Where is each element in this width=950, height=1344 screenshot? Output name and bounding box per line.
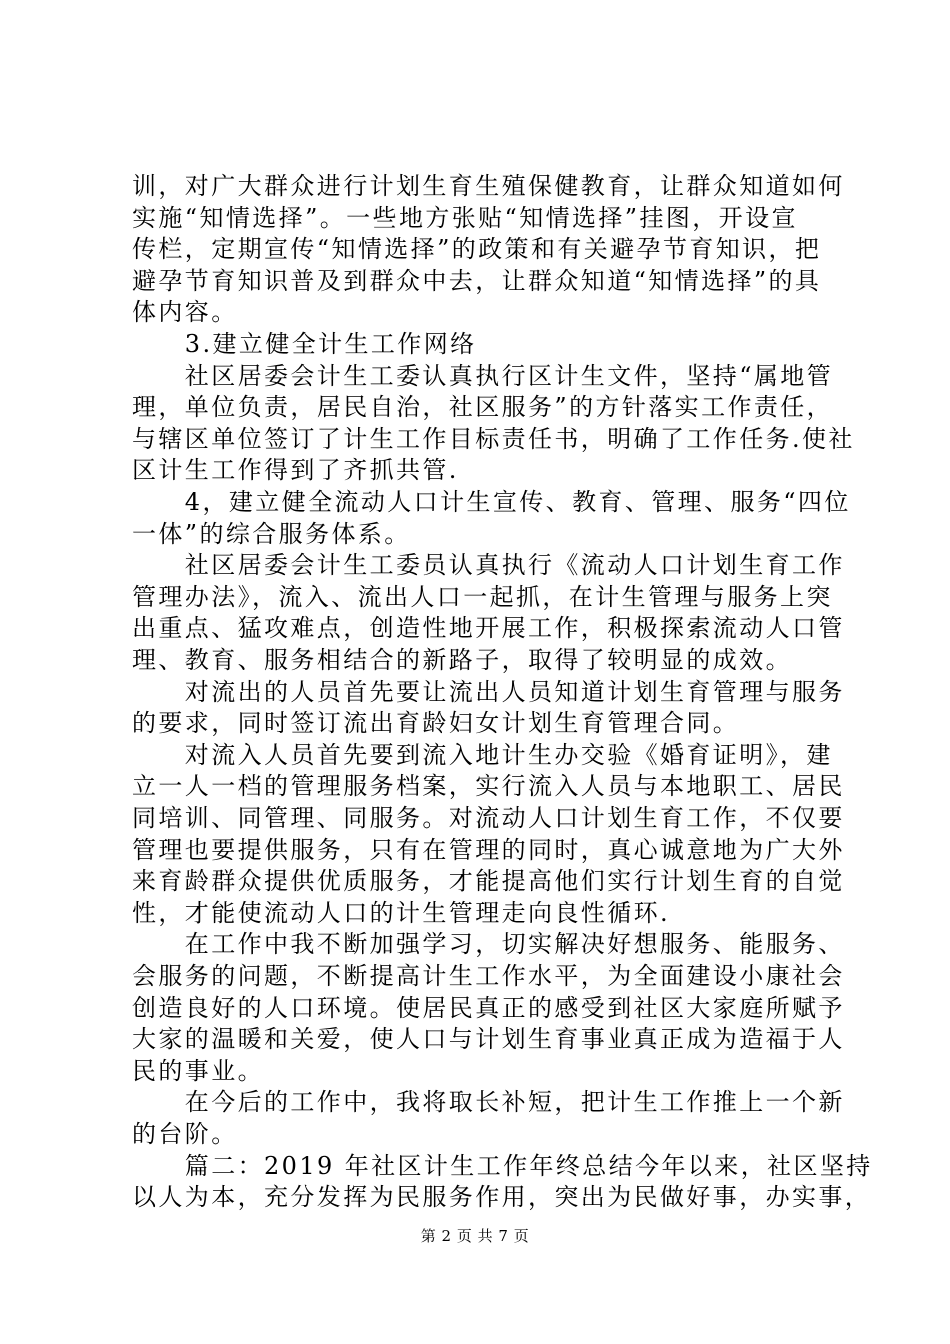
text-line: 理，单位负责，居民自治，社区服务”的方针落实工作责任， <box>132 393 834 422</box>
text-line: 性，才能使流动人口的计生管理走向良性循环. <box>132 898 671 927</box>
text-line: 3.建立健全计生工作网络 <box>132 330 477 358</box>
text-line: 4，建立健全流动人口计生宣传、教育、管理、服务“四位 <box>132 488 851 516</box>
text-line: 理、教育、服务相结合的新路子，取得了较明显的成效。 <box>132 646 792 674</box>
text-line: 对流入人员首先要到流入地计生办交验《婚育证明》，建 <box>132 740 833 769</box>
text-line: 管理也要提供服务，只有在管理的同时，真心诚意地为广大外 <box>132 835 845 864</box>
text-line: 篇二：2019 年社区计生工作年终总结今年以来，社区坚持 <box>132 1151 873 1180</box>
text-line: 体内容。 <box>132 298 238 327</box>
text-line: 出重点、猛攻难点，创造性地开展工作，积极探索流动人口管 <box>132 614 845 643</box>
text-line: 管理办法》，流入、流出人口一起抓，在计生管理与服务上突 <box>132 582 833 611</box>
text-line: 传栏，定期宣传“知情选择”的政策和有关避孕节育知识，把 <box>132 235 822 264</box>
text-line: 实施“知情选择”。一些地方张贴“知情选择”挂图，开设宣 <box>132 203 798 232</box>
page-footer: 第 2 页 共 7 页 <box>420 1227 530 1245</box>
text-line: 对流出的人员首先要让流出人员知道计划生育管理与服务 <box>132 677 845 706</box>
text-line: 训，对广大群众进行计划生育生殖保健教育，让群众知道如何 <box>132 172 845 200</box>
text-line: 的要求，同时签订流出育龄妇女计划生育管理合同。 <box>132 709 740 738</box>
text-line: 区计生工作得到了齐抓共管. <box>132 456 459 485</box>
text-line: 民的事业。 <box>132 1056 264 1085</box>
text-line: 创造良好的人口环境。使居民真正的感受到社区大家庭所赋予 <box>132 993 845 1022</box>
text-line: 以人为本，充分发挥为民服务作用，突出为民做好事，办实事， <box>132 1183 872 1212</box>
text-line: 在工作中我不断加强学习，切实解决好想服务、能服务、 <box>132 930 845 959</box>
text-line: 立一人一档的管理服务档案，实行流入人员与本地职工、居民 <box>132 772 845 801</box>
text-line: 社区居委会计生工委认真执行区计生文件，坚持“属地管 <box>132 361 834 390</box>
text-line: 的台阶。 <box>132 1120 238 1148</box>
text-line: 与辖区单位签订了计生工作目标责任书，明确了工作任务.使社 <box>132 424 855 453</box>
text-line: 在今后的工作中，我将取长补短，把计生工作推上一个新 <box>132 1088 845 1117</box>
text-line: 来育龄群众提供优质服务，才能提高他们实行计划生育的自觉 <box>132 867 845 896</box>
text-line: 社区居委会计生工委员认真执行《流动人口计划生育工作 <box>132 551 845 580</box>
text-line: 同培训、同管理、同服务。对流动人口计划生育工作，不仅要 <box>132 804 845 832</box>
text-line: 避孕节育知识普及到群众中去，让群众知道“知情选择”的具 <box>132 266 822 295</box>
text-line: 大家的温暖和关爱，使人口与计划生育事业真正成为造福于人 <box>132 1025 845 1054</box>
text-line: 一体”的综合服务体系。 <box>132 519 411 548</box>
text-line: 会服务的问题，不断提高计生工作水平，为全面建设小康社会 <box>132 962 845 990</box>
